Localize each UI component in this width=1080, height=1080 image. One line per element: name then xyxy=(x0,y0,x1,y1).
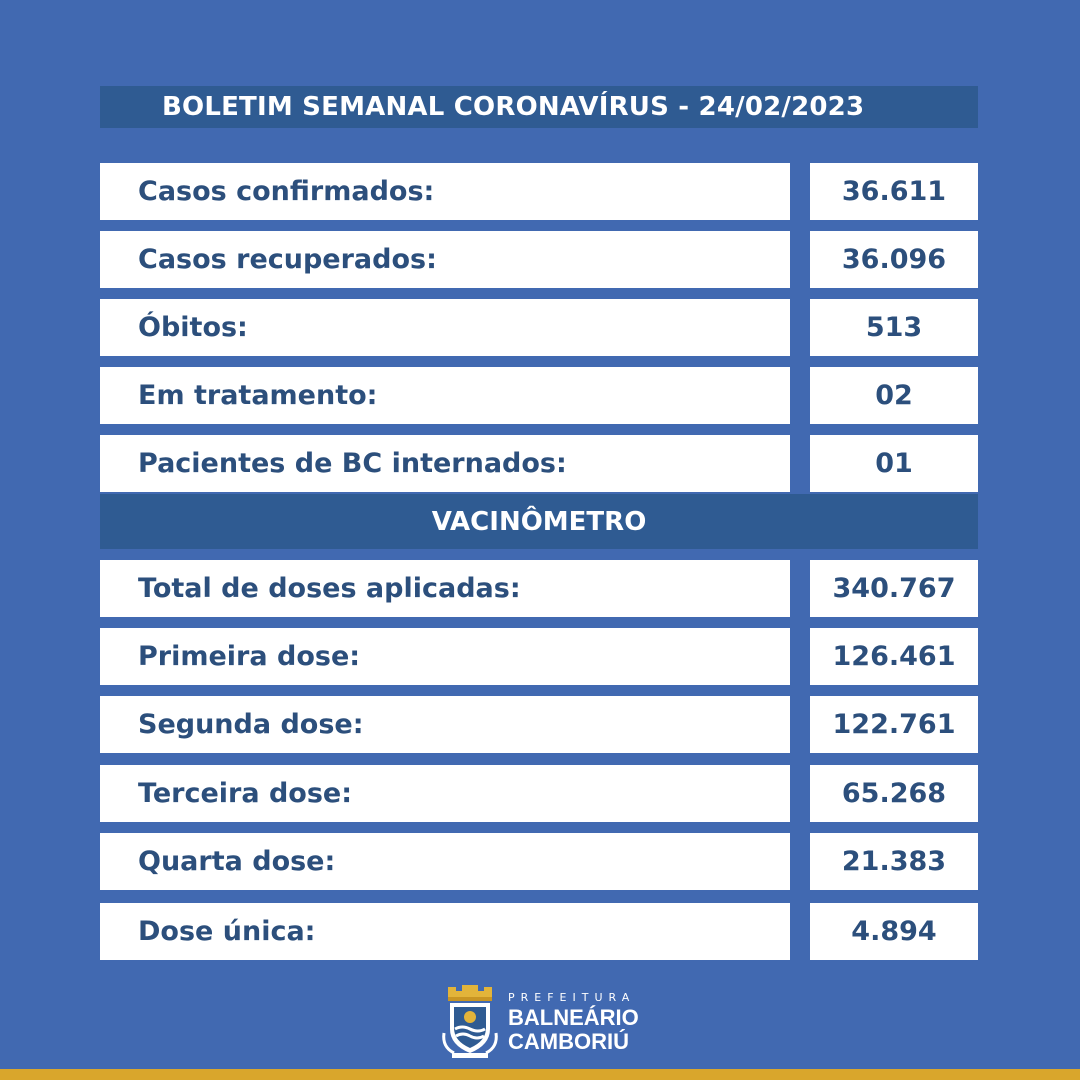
stat-value: 513 xyxy=(810,299,978,356)
stat-row-in-treatment xyxy=(100,367,978,424)
bottom-accent-stripe xyxy=(0,1069,1080,1080)
city-name-line2: CAMBORIÚ xyxy=(508,1028,629,1054)
stat-label: Casos recuperados: xyxy=(100,231,790,288)
stat-label: Pacientes de BC internados: xyxy=(100,435,790,492)
vaccine-row-first xyxy=(100,628,978,685)
vaccine-label: Terceira dose: xyxy=(100,765,790,822)
vaccine-value: 126.461 xyxy=(810,628,978,685)
stat-value: 01 xyxy=(810,435,978,492)
vaccine-row-single xyxy=(100,903,978,960)
vaccine-row-total xyxy=(100,560,978,617)
vaccine-row-fourth xyxy=(100,833,978,890)
stat-row-deaths xyxy=(100,299,978,356)
city-coat-of-arms-icon xyxy=(440,983,500,1061)
bulletin-title: BOLETIM SEMANAL CORONAVÍRUS - 24/02/2023 xyxy=(100,86,978,128)
city-prefix: PREFEITURA xyxy=(508,990,636,1004)
stat-value: 36.096 xyxy=(810,231,978,288)
vaccine-value: 4.894 xyxy=(810,903,978,960)
city-logo xyxy=(440,982,660,1062)
stat-label: Casos confirmados: xyxy=(100,163,790,220)
vaccine-label: Total de doses aplicadas: xyxy=(100,560,790,617)
vaccine-label: Primeira dose: xyxy=(100,628,790,685)
stat-value: 02 xyxy=(810,367,978,424)
vaccine-row-third xyxy=(100,765,978,822)
stat-row-recovered xyxy=(100,231,978,288)
stat-label: Óbitos: xyxy=(100,299,790,356)
stat-label: Em tratamento: xyxy=(100,367,790,424)
vaccine-value: 65.268 xyxy=(810,765,978,822)
vaccine-value: 122.761 xyxy=(810,696,978,753)
vaccine-label: Segunda dose: xyxy=(100,696,790,753)
stat-row-confirmed xyxy=(100,163,978,220)
vaccine-section-title: VACINÔMETRO xyxy=(100,494,978,549)
vaccine-row-second xyxy=(100,696,978,753)
stat-row-hospitalized xyxy=(100,435,978,492)
city-name-block xyxy=(508,991,639,1054)
stat-value: 36.611 xyxy=(810,163,978,220)
city-name-line1: BALNEÁRIO xyxy=(508,1004,639,1030)
vaccine-value: 21.383 xyxy=(810,833,978,890)
vaccine-value: 340.767 xyxy=(810,560,978,617)
vaccine-label: Quarta dose: xyxy=(100,833,790,890)
vaccine-label: Dose única: xyxy=(100,903,790,960)
